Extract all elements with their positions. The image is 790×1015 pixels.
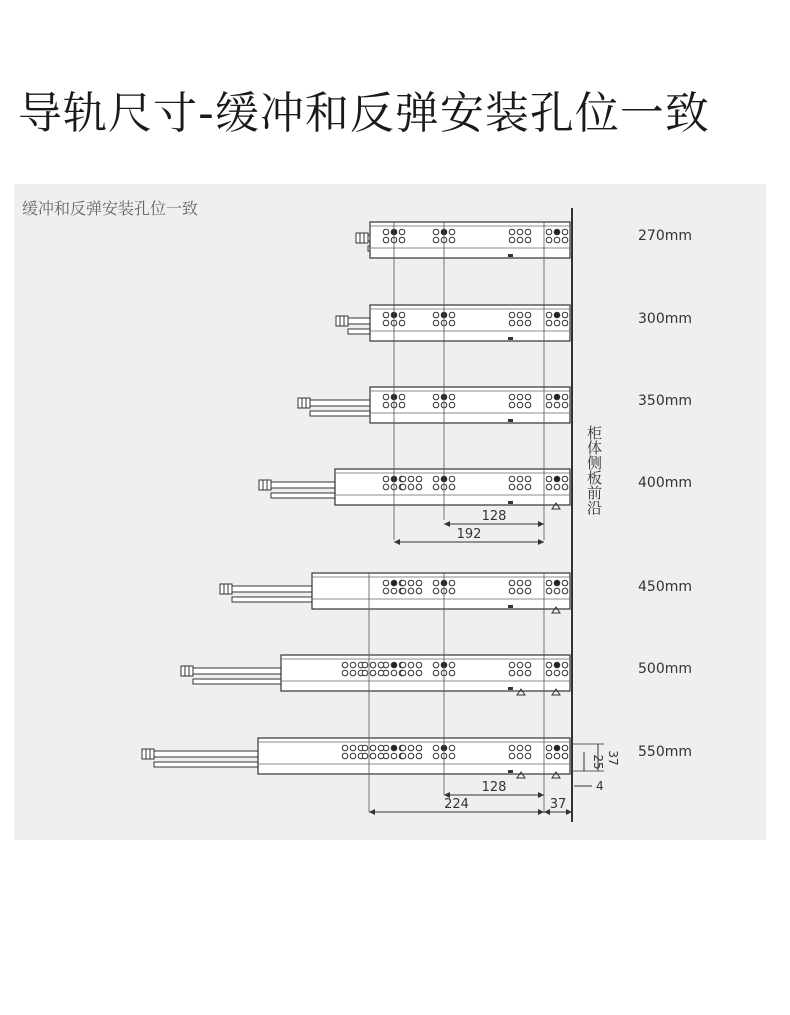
mounting-hole: [383, 394, 389, 400]
mounting-hole: [554, 662, 560, 668]
mounting-hole: [378, 753, 384, 759]
mounting-hole: [399, 229, 405, 235]
mounting-hole: [554, 402, 560, 408]
mounting-hole: [525, 476, 531, 482]
mounting-hole: [433, 320, 439, 326]
rail-slot: [508, 605, 513, 608]
mounting-hole: [383, 237, 389, 243]
mounting-hole: [383, 312, 389, 318]
vertical-label: 柜体侧板前沿: [585, 425, 603, 515]
mounting-hole: [370, 670, 376, 676]
rail-length-label: 350mm: [638, 393, 692, 409]
rail-length-label: 450mm: [638, 579, 692, 595]
dim-25-label: 25: [591, 754, 605, 770]
mounting-hole: [400, 753, 406, 759]
mounting-hole: [433, 745, 439, 751]
mounting-hole: [383, 588, 389, 594]
mounting-hole: [378, 745, 384, 751]
mounting-hole: [562, 320, 568, 326]
mounting-hole: [400, 580, 406, 586]
mounting-hole: [433, 670, 439, 676]
page-title: 导轨尺寸-缓冲和反弹安装孔位一致: [18, 88, 710, 139]
mounting-hole: [416, 484, 422, 490]
dim-37-side-label: 37: [606, 750, 620, 766]
rail-extension-upper: [263, 482, 339, 488]
mounting-hole: [509, 753, 515, 759]
rail-slot: [508, 770, 513, 773]
dim-37-bottom-label: 37: [549, 797, 567, 812]
mounting-hole: [517, 229, 523, 235]
rail-slot: [508, 687, 513, 690]
mounting-hole: [449, 320, 455, 326]
mounting-hole: [554, 745, 560, 751]
rail-length-label: 500mm: [638, 661, 692, 677]
mounting-hole: [509, 580, 515, 586]
mounting-hole: [562, 476, 568, 482]
mounting-hole: [525, 229, 531, 235]
mounting-hole: [517, 753, 523, 759]
mounting-hole: [449, 745, 455, 751]
mounting-hole: [350, 662, 356, 668]
mounting-hole: [362, 745, 368, 751]
mounting-hole: [509, 394, 515, 400]
rail-extension-upper: [302, 400, 374, 406]
rail-6: [181, 655, 570, 695]
mounting-hole: [546, 229, 552, 235]
mounting-hole: [449, 394, 455, 400]
mounting-hole: [509, 662, 515, 668]
dim-192-arrow: [538, 539, 544, 545]
mounting-hole: [546, 588, 552, 594]
mounting-hole: [517, 312, 523, 318]
mounting-hole: [391, 580, 397, 586]
mounting-hole: [517, 662, 523, 668]
rail-front-clip: [142, 749, 154, 759]
mounting-hole: [509, 588, 515, 594]
mounting-hole: [342, 670, 348, 676]
mounting-hole: [449, 662, 455, 668]
mounting-hole: [525, 753, 531, 759]
mounting-hole: [554, 320, 560, 326]
mounting-hole: [383, 320, 389, 326]
mounting-hole: [554, 588, 560, 594]
mounting-hole: [562, 662, 568, 668]
mounting-hole: [449, 312, 455, 318]
rail-1: [356, 222, 570, 258]
rail-3: [298, 387, 570, 423]
mounting-hole: [399, 320, 405, 326]
mounting-hole: [449, 588, 455, 594]
mounting-hole: [509, 484, 515, 490]
rail-slot: [508, 419, 513, 422]
mounting-hole: [399, 402, 405, 408]
mounting-hole: [391, 753, 397, 759]
mounting-hole: [554, 237, 560, 243]
mounting-hole: [509, 476, 515, 482]
dim-192-label: 192: [456, 527, 482, 542]
mounting-hole: [416, 662, 422, 668]
mounting-hole: [399, 312, 405, 318]
mounting-hole: [370, 662, 376, 668]
mounting-hole: [378, 670, 384, 676]
dim-128-top-arrow: [538, 521, 544, 527]
mounting-hole: [525, 580, 531, 586]
rail-front-clip: [298, 398, 310, 408]
mounting-hole: [546, 662, 552, 668]
rail-5: [220, 573, 570, 613]
mounting-hole: [546, 320, 552, 326]
mounting-hole: [416, 753, 422, 759]
mounting-hole: [509, 745, 515, 751]
mounting-hole: [554, 580, 560, 586]
rail-front-clip: [356, 233, 368, 243]
mounting-hole: [350, 753, 356, 759]
mounting-hole: [546, 670, 552, 676]
mounting-hole: [525, 320, 531, 326]
mounting-hole: [517, 588, 523, 594]
mounting-hole: [546, 753, 552, 759]
dim-128-bottom-arrow: [538, 792, 544, 798]
mounting-hole: [562, 229, 568, 235]
mounting-hole: [391, 662, 397, 668]
mounting-hole: [562, 670, 568, 676]
mounting-hole: [517, 484, 523, 490]
mounting-hole: [391, 670, 397, 676]
mounting-hole: [562, 402, 568, 408]
mounting-hole: [546, 394, 552, 400]
mounting-hole: [554, 670, 560, 676]
mounting-hole: [517, 237, 523, 243]
mounting-hole: [449, 580, 455, 586]
mounting-hole: [517, 394, 523, 400]
mounting-hole: [525, 588, 531, 594]
mounting-hole: [554, 476, 560, 482]
mounting-hole: [433, 588, 439, 594]
mounting-hole: [517, 402, 523, 408]
mounting-hole: [416, 745, 422, 751]
mounting-hole: [562, 484, 568, 490]
mounting-hole: [525, 312, 531, 318]
mounting-hole: [342, 753, 348, 759]
mounting-hole: [546, 312, 552, 318]
rail-front-clip: [259, 480, 271, 490]
mounting-hole: [383, 229, 389, 235]
mounting-hole: [449, 753, 455, 759]
mounting-hole: [517, 476, 523, 482]
mounting-hole: [400, 670, 406, 676]
mounting-hole: [525, 484, 531, 490]
mounting-hole: [408, 580, 414, 586]
mounting-hole: [509, 312, 515, 318]
mounting-hole: [408, 662, 414, 668]
dim-128-bottom-label: 128: [481, 780, 507, 795]
dim-128-top-arrow: [444, 521, 450, 527]
rail-extension-upper: [146, 751, 262, 757]
mounting-hole: [554, 484, 560, 490]
mounting-hole: [433, 476, 439, 482]
mounting-hole: [525, 402, 531, 408]
dim-224-label: 224: [444, 797, 469, 812]
mounting-hole: [362, 662, 368, 668]
mounting-hole: [554, 312, 560, 318]
mounting-hole: [383, 484, 389, 490]
mounting-hole: [433, 237, 439, 243]
mounting-hole: [399, 394, 405, 400]
mounting-hole: [408, 745, 414, 751]
mounting-hole: [509, 670, 515, 676]
rail-7: [142, 738, 570, 778]
mounting-hole: [517, 580, 523, 586]
mounting-hole: [562, 312, 568, 318]
mounting-hole: [433, 394, 439, 400]
rail-length-label: 270mm: [638, 228, 692, 244]
mounting-hole: [449, 237, 455, 243]
mounting-hole: [433, 484, 439, 490]
mounting-hole: [554, 394, 560, 400]
mounting-hole: [408, 588, 414, 594]
mounting-hole: [383, 580, 389, 586]
mounting-hole: [546, 580, 552, 586]
mounting-hole: [517, 745, 523, 751]
mounting-hole: [562, 580, 568, 586]
rail-extension-upper: [185, 668, 285, 674]
rail-extension-upper: [224, 586, 316, 592]
mounting-hole: [517, 670, 523, 676]
mounting-hole: [554, 753, 560, 759]
mounting-hole: [449, 402, 455, 408]
mounting-hole: [399, 237, 405, 243]
mounting-hole: [400, 484, 406, 490]
rail-2: [336, 305, 570, 341]
rail-front-clip: [336, 316, 348, 326]
mounting-hole: [350, 670, 356, 676]
rail-front-clip: [220, 584, 232, 594]
dim-128-top-label: 128: [481, 509, 507, 524]
rail-4: [259, 469, 570, 509]
rail-front-clip: [181, 666, 193, 676]
mounting-hole: [433, 312, 439, 318]
mounting-hole: [562, 753, 568, 759]
mounting-hole: [408, 670, 414, 676]
mounting-hole: [509, 402, 515, 408]
rails-layer: [142, 222, 570, 778]
rail-length-label: 550mm: [638, 744, 692, 760]
mounting-hole: [400, 745, 406, 751]
mounting-hole: [546, 484, 552, 490]
mounting-hole: [378, 662, 384, 668]
dim-224-arrow: [369, 809, 375, 815]
mounting-hole: [554, 229, 560, 235]
mounting-hole: [525, 670, 531, 676]
dim-4-label: 4: [596, 779, 604, 793]
mounting-hole: [400, 476, 406, 482]
mounting-hole: [449, 484, 455, 490]
mounting-hole: [525, 745, 531, 751]
mounting-hole: [433, 402, 439, 408]
mounting-hole: [400, 588, 406, 594]
mounting-hole: [383, 402, 389, 408]
mounting-hole: [362, 670, 368, 676]
rail-length-label: 300mm: [638, 311, 692, 327]
mounting-hole: [391, 745, 397, 751]
mounting-hole: [342, 662, 348, 668]
mounting-hole: [416, 580, 422, 586]
mounting-hole: [408, 484, 414, 490]
mounting-hole: [546, 237, 552, 243]
mounting-hole: [370, 753, 376, 759]
mounting-hole: [408, 476, 414, 482]
mounting-hole: [342, 745, 348, 751]
mounting-hole: [562, 394, 568, 400]
mounting-hole: [408, 753, 414, 759]
dim-192-arrow: [394, 539, 400, 545]
rail-slot: [508, 501, 513, 504]
mounting-hole: [449, 476, 455, 482]
mounting-hole: [562, 237, 568, 243]
mounting-hole: [350, 745, 356, 751]
length-labels: [638, 228, 692, 760]
mounting-hole: [433, 662, 439, 668]
mounting-hole: [449, 229, 455, 235]
dim-224-arrow: [538, 809, 544, 815]
mounting-hole: [370, 745, 376, 751]
mounting-hole: [509, 237, 515, 243]
mounting-hole: [525, 237, 531, 243]
mounting-hole: [416, 476, 422, 482]
mounting-hole: [562, 745, 568, 751]
mounting-hole: [416, 588, 422, 594]
mounting-hole: [546, 402, 552, 408]
mounting-hole: [383, 476, 389, 482]
rail-slot: [508, 254, 513, 257]
rail-slot: [508, 337, 513, 340]
mounting-hole: [525, 394, 531, 400]
mounting-hole: [391, 588, 397, 594]
mounting-hole: [433, 229, 439, 235]
rail-length-label: 400mm: [638, 475, 692, 491]
mounting-hole: [449, 670, 455, 676]
mounting-hole: [546, 476, 552, 482]
mounting-hole: [562, 588, 568, 594]
mounting-hole: [433, 580, 439, 586]
mounting-hole: [525, 662, 531, 668]
mounting-hole: [433, 753, 439, 759]
mounting-hole: [517, 320, 523, 326]
mounting-hole: [362, 753, 368, 759]
mounting-hole: [400, 662, 406, 668]
mounting-hole: [546, 745, 552, 751]
mounting-hole: [509, 320, 515, 326]
mounting-hole: [416, 670, 422, 676]
mounting-hole: [509, 229, 515, 235]
diagram-subtitle: 缓冲和反弹安装孔位一致: [22, 199, 199, 218]
